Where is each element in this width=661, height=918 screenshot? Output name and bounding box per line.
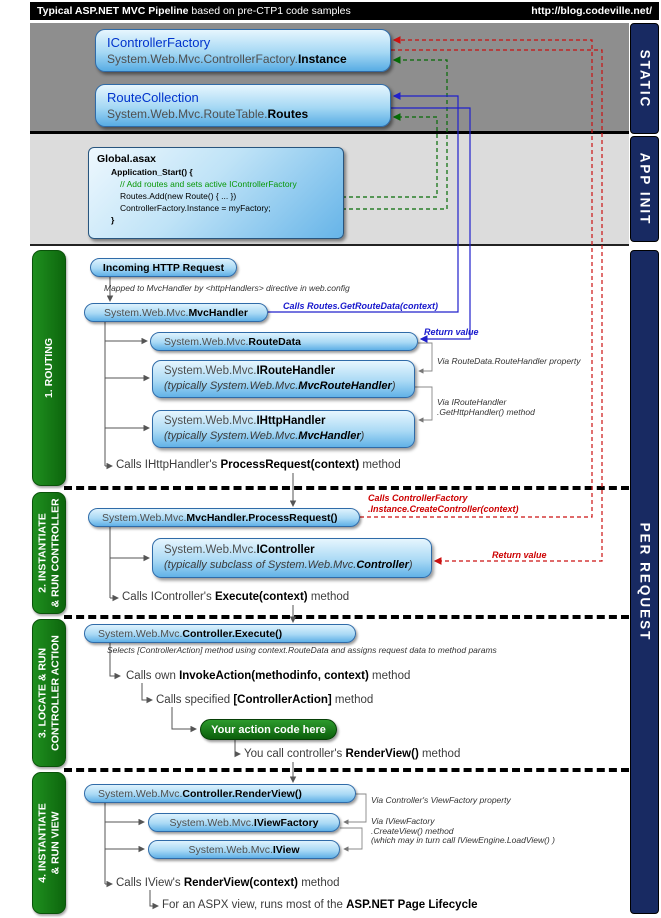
flow-calls-iview-renderview (116, 877, 340, 889)
pill-mvchandler-processrequest (88, 508, 360, 527)
pill-controller-renderview (84, 784, 356, 803)
flow-method: Execute(context) (214, 591, 308, 603)
class-name-text: IView (272, 843, 300, 856)
note-return-value-blue: Return value (424, 327, 479, 337)
typically-post: ) (360, 430, 365, 442)
code-line-factory-instance: ControllerFactory.Instance = myFactory; (120, 203, 271, 213)
flow-post: method (368, 670, 411, 682)
box-icontrollerfactory (95, 29, 391, 72)
class-name-text: MvcHandler (188, 306, 248, 319)
box-routecollection (95, 84, 391, 127)
namespace-text: System.Web.Mvc. (164, 544, 257, 556)
diagram-title-rest: based on pre-CTP1 code samples (188, 5, 351, 17)
note-line: Via IViewFactory (371, 816, 435, 826)
namespace-text: System.Web.Mvc.RouteTable. (107, 107, 268, 121)
box-iroutehandler (152, 360, 415, 398)
note-line: Via IRouteHandler (437, 397, 507, 407)
stage-3-action-bar (32, 619, 66, 767)
pill-routedata (150, 332, 418, 351)
stage-2-controller-bar (32, 492, 66, 614)
note-return-value-red: Return value (492, 550, 547, 560)
pill-mvchandler (84, 303, 268, 322)
namespace-text: System.Web.Mvc.ControllerFactory. (107, 52, 298, 66)
namespace-text: System.Web.Mvc. (98, 787, 183, 800)
note-line: .Instance.CreateController(context) (368, 503, 519, 514)
namespace-text: System.Web.Mvc. (188, 843, 273, 856)
flow-aspx-lifecycle (162, 899, 478, 911)
class-name-text: IViewFactory (253, 816, 319, 829)
note-via-viewfactory: Via Controller's ViewFactory property (371, 795, 511, 805)
namespace-text: System.Web.Mvc. (102, 511, 187, 524)
class-name-text: Controller.Execute() (182, 627, 283, 640)
flow-you-call-renderview (244, 748, 460, 760)
typically-pre: (typically subclass of System.Web.Mvc. (164, 559, 357, 571)
ihttphandler-typically-line (164, 429, 414, 444)
class-name-text: MvcHandler.ProcessRequest() (186, 511, 338, 524)
namespace-text: System.Web.Mvc. (164, 415, 257, 427)
icontroller-name-line (164, 543, 431, 558)
flow-method: RenderView(context) (183, 877, 298, 889)
action-code-label: Your action code here (211, 723, 326, 736)
stage-2-line1: 2. INSTANTIATE (36, 513, 49, 593)
note-calls-getroutedata: Calls Routes.GetRouteData(context) (283, 301, 439, 311)
flow-pre: Calls own (126, 670, 180, 682)
flow-method: ProcessRequest(context) (220, 459, 360, 471)
flow-method: InvokeAction(methodinfo, context) (179, 670, 369, 682)
stage-4-line1: 4. INSTANTIATE (36, 803, 49, 883)
stage-2-label (37, 498, 62, 607)
typically-post: ) (391, 380, 396, 392)
flow-pre: You call controller's (244, 748, 346, 760)
pill-controller-execute (84, 624, 356, 643)
iroutehandler-name-line (164, 364, 414, 379)
vband-static-label: STATIC (637, 49, 652, 108)
class-name-text: IRouteHandler (256, 365, 336, 377)
note-line: .GetHttpHandler() method (437, 406, 535, 417)
typically-pre: (typically System.Web.Mvc. (164, 380, 299, 392)
stage-3-label (37, 635, 62, 751)
typically-class: MvcRouteHandler (298, 380, 392, 392)
vband-per-request-label: PER REQUEST (637, 522, 652, 642)
namespace-text: System.Web.Mvc. (164, 365, 257, 377)
note-via-iroutehandler (437, 398, 535, 417)
note-line: (which may in turn call IViewEngine.LoadView() ) (371, 835, 555, 845)
icontroller-typically-line (164, 558, 431, 573)
iroutehandler-typically-line (164, 379, 414, 394)
pill-iviewfactory (148, 813, 340, 832)
namespace-text: System.Web.Mvc. (98, 627, 183, 640)
flow-calls-execute (122, 591, 349, 603)
class-name-text: RouteData (248, 335, 301, 348)
stage-3-line2: CONTROLLER ACTION (49, 635, 61, 751)
flow-pre: Calls IController's (122, 591, 215, 603)
pill-iview (148, 840, 340, 859)
diagram-title-bold: Typical ASP.NET MVC Pipeline (37, 5, 189, 17)
flow-post: method (418, 748, 461, 760)
code-line-close-brace: } (111, 215, 115, 225)
note-mapped-to-mvchandler: Mapped to MvcHandler by <httpHandlers> directive in web.config (104, 283, 350, 293)
note-selects-controlleraction: Selects [ControllerAction] method using context.RouteData and assigns request data to method params (107, 645, 497, 655)
flow-pre: Calls IHttpHandler's (116, 459, 221, 471)
stage-1-label: 1. ROUTING (42, 337, 55, 399)
flow-post: method (359, 459, 401, 471)
header-bar (30, 2, 659, 20)
icontrollerfactory-fullname (107, 51, 390, 67)
flow-method: RenderView() (345, 748, 419, 760)
diagram-title (37, 5, 351, 17)
code-comment: // Add routes and sets active IControllerFactory (120, 179, 297, 189)
note-line: Calls ControllerFactory (368, 493, 468, 503)
class-name-text: IHttpHandler (256, 415, 326, 427)
typically-pre: (typically System.Web.Mvc. (164, 430, 299, 442)
class-name-text: Controller.RenderView() (182, 787, 302, 800)
ihttphandler-name-line (164, 414, 414, 429)
icontrollerfactory-title: IControllerFactory (107, 35, 211, 50)
typically-class: Controller (356, 559, 409, 571)
note-calls-createcontroller (368, 493, 519, 514)
namespace-text: System.Web.Mvc. (169, 816, 254, 829)
incoming-request-label: Incoming HTTP Request (102, 261, 225, 274)
flow-post: method (331, 694, 374, 706)
code-line-appstart: Application_Start() { (111, 167, 193, 177)
action-code-pill (200, 719, 337, 740)
member-text: Instance (297, 52, 347, 66)
code-line-routes-add: Routes.Add(new Route() { ... }) (120, 191, 237, 201)
typically-class: MvcHandler (298, 430, 361, 442)
stage-4-line2: & RUN VIEW (49, 811, 61, 875)
flow-method: ASP.NET Page Lifecycle (346, 899, 478, 911)
vband-app-init (630, 136, 659, 242)
flow-calls-controlleraction (156, 694, 373, 706)
class-name-text: IController (256, 544, 315, 556)
note-line: .CreateView() method (371, 825, 454, 836)
flow-method: [ControllerAction] (233, 694, 332, 706)
stage-1-routing-bar (32, 250, 66, 486)
routecollection-fullname (107, 106, 390, 122)
global-asax-code (111, 166, 343, 226)
global-asax-title: Global.asax (97, 153, 156, 165)
stage-3-line1: 3. LOCATE & RUN (36, 647, 49, 739)
typically-post: ) (408, 559, 413, 571)
vband-app-init-label: APP INIT (637, 152, 652, 226)
pill-incoming-request (90, 258, 237, 277)
flow-pre: Calls IView's (116, 877, 184, 889)
box-global-asax (88, 147, 344, 239)
box-ihttphandler (152, 410, 415, 448)
stage-4-label (37, 803, 62, 883)
namespace-text: System.Web.Mvc. (164, 335, 249, 348)
namespace-text: System.Web.Mvc. (104, 306, 189, 319)
flow-calls-processrequest (116, 459, 401, 471)
flow-post: method (307, 591, 350, 603)
note-via-routedata: Via RouteData.RouteHandler property (437, 356, 581, 366)
routecollection-title: RouteCollection (107, 90, 199, 105)
site-url[interactable]: http://blog.codeville.net/ (531, 5, 652, 17)
flow-post: method (298, 877, 340, 889)
stage-4-view-bar (32, 772, 66, 914)
note-via-createview (371, 817, 555, 846)
flow-pre: For an ASPX view, runs most of the (162, 899, 347, 911)
vband-per-request (630, 250, 659, 914)
vband-static (630, 23, 659, 134)
member-text: Routes (267, 107, 309, 121)
stage-2-line2: & RUN CONTROLLER (49, 498, 61, 608)
flow-pre: Calls specified (156, 694, 234, 706)
box-icontroller (152, 538, 432, 578)
flow-calls-invokeaction (126, 670, 410, 682)
